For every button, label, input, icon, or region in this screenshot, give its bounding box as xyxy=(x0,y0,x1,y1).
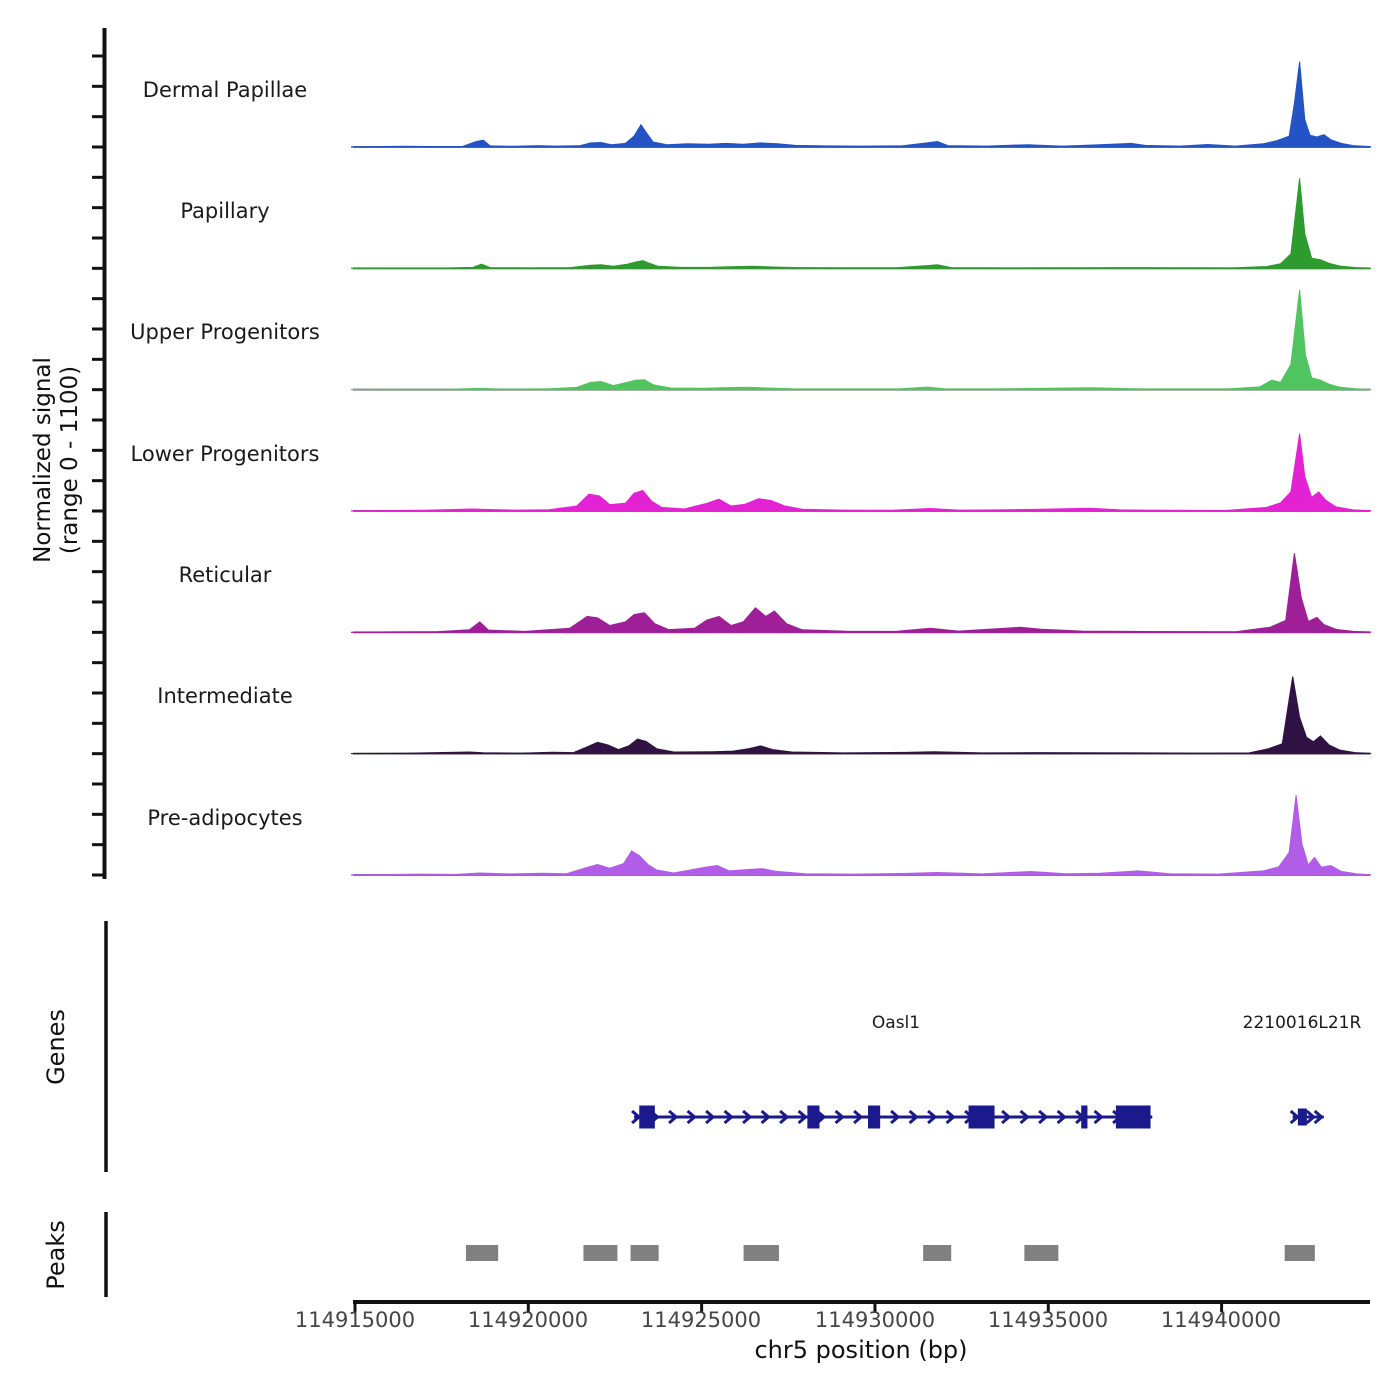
peaks-section-label: Peaks xyxy=(42,1220,70,1290)
y-axis-label-line1: Normalized signal xyxy=(30,357,56,563)
peak-region xyxy=(1024,1245,1058,1261)
signal-area-intermediate xyxy=(352,676,1371,753)
x-axis-title: chr5 position (bp) xyxy=(754,1336,968,1364)
x-tick-label: 114920000 xyxy=(467,1308,589,1332)
track-label-dermal-papillae: Dermal Papillae xyxy=(142,78,308,102)
gene-exon xyxy=(868,1106,880,1129)
signal-area-pre-adipocytes xyxy=(352,795,1371,875)
gene-exon xyxy=(1298,1109,1307,1126)
x-tick-label: 114930000 xyxy=(814,1308,936,1332)
y-axis-label-line2: (range 0 - 1100) xyxy=(57,365,84,555)
gene-exon xyxy=(1116,1106,1151,1129)
signal-area-lower-progenitors xyxy=(352,434,1371,511)
track-label-papillary: Papillary xyxy=(180,199,270,223)
track-label-lower-progenitors: Lower Progenitors xyxy=(130,442,320,466)
x-tick-label: 114940000 xyxy=(1160,1308,1282,1332)
peak-region xyxy=(631,1245,659,1261)
signal-area-dermal-papillae xyxy=(352,62,1371,148)
gene-exon xyxy=(1081,1106,1087,1129)
gene-exon xyxy=(639,1106,655,1129)
signal-area-reticular xyxy=(352,553,1371,632)
peak-region xyxy=(744,1245,779,1261)
track-label-pre-adipocytes: Pre-adipocytes xyxy=(147,806,303,830)
peak-region xyxy=(466,1245,498,1261)
x-tick-label: 114915000 xyxy=(294,1308,416,1332)
peak-region xyxy=(923,1245,951,1261)
gene-label-2210016l21r: 2210016L21R xyxy=(1242,1013,1362,1033)
signal-area-papillary xyxy=(352,178,1371,268)
peak-region xyxy=(583,1245,617,1261)
gene-exon xyxy=(969,1106,995,1129)
genes-section-label: Genes xyxy=(42,1009,70,1085)
x-tick-label: 114925000 xyxy=(640,1308,762,1332)
y-axis-label xyxy=(30,200,86,720)
x-tick-label: 114935000 xyxy=(987,1308,1109,1332)
track-label-reticular: Reticular xyxy=(178,563,272,587)
track-label-intermediate: Intermediate xyxy=(157,684,293,708)
signal-area-upper-progenitors xyxy=(352,290,1371,390)
gene-exon xyxy=(807,1106,819,1129)
track-label-upper-progenitors: Upper Progenitors xyxy=(130,320,320,344)
gene-label-oasl1: Oasl1 xyxy=(871,1013,921,1033)
peak-region xyxy=(1285,1245,1315,1261)
